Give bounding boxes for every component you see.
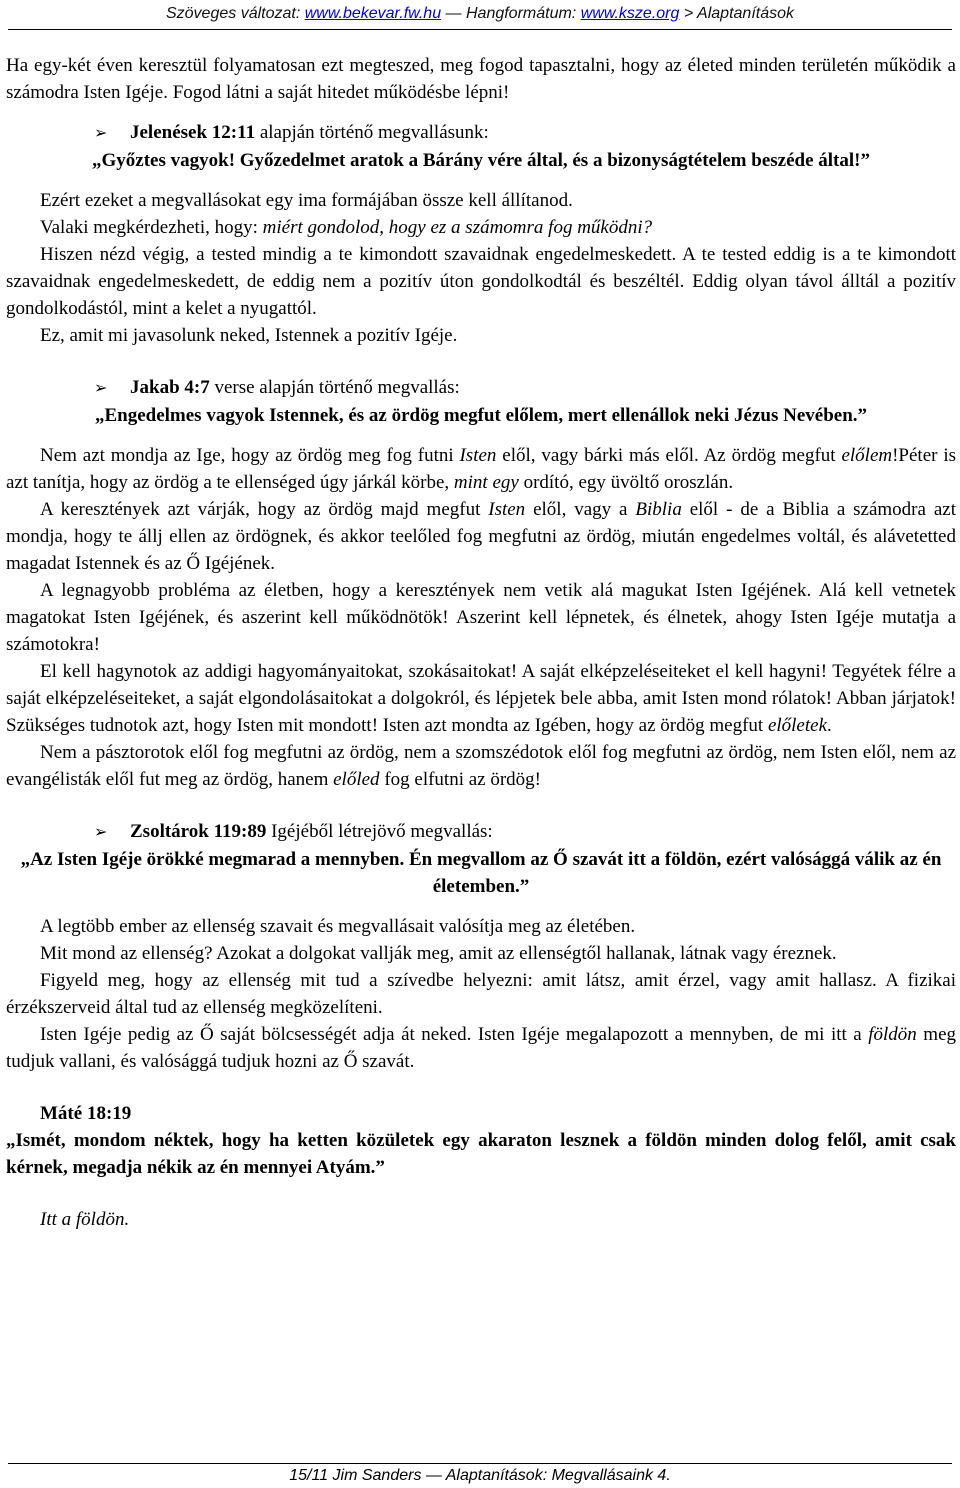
paragraph-12: Mit mond az ellenség? Azokat a dolgokat vallják meg, amit az ellenségtől hallanak, látnak vagy éreznek.	[40, 943, 837, 964]
paragraph-13: Figyeld meg, hogy az ellenség mit tud a szívedbe helyezni: amit látsz, amit érzel, vagy amit hallasz. A fizikai érzékszerveid által tud az ellenség megközelíteni.	[6, 970, 956, 1018]
confession-quote: „Győztes vagyok! Győzedelmet aratok a Bárány vére által, és a bizonyságtételem beszéde által!”	[92, 150, 870, 171]
section-intro: verse alapján történő megvallás:	[209, 377, 460, 398]
scripture-quote: „Ismét, mondom néktek, hogy ha ketten közületek egy akaraton lesznek a földön minden dolog felől, amit csak kérnek, megadja nékik az én mennyei Atyám.”	[6, 1130, 956, 1178]
paragraph-9: El kell hagynotok az addigi hagyományaitokat, szokásaitokat! A saját elképzeléseiteket el kell hagyni! Tegyétek félre a saját elképzeléseiteket, a saját elgondolásaitokat a dolgokról, és lépjetek bele abba, amit Isten mond rólatok! Abban járjatok! Szükséges tudnotok azt, hogy Isten mit mondott! Isten azt mondta az Igében, hogy az ördög megfut előletek.	[6, 661, 956, 736]
paragraph-3: Valaki megkérdezheti, hogy: miért gondolod, hogy ez a számomra fog működni?	[40, 217, 653, 238]
confession-quote: „Az Isten Igéje örökké megmarad a mennyben. Én megvallom az Ő szavát itt a földön, ezért valósággá válik az én életemben.”	[20, 849, 942, 897]
section-intro: alapján történő megvallásunk:	[255, 122, 489, 143]
bekevar-link[interactable]: www.bekevar.fw.hu	[304, 5, 442, 22]
paragraph-10: Nem a pásztorotok elől fog megfutni az ördög, nem a szomszédotok elől fog megfutni az ördög, nem Isten elől, nem az evangélisták elől fut meg az ördög, hanem előled fog elfutni az ördög!	[6, 742, 956, 790]
paragraph-11: A legtöbb ember az ellenség szavait és megvallásait valósítja meg az életében.	[40, 916, 636, 937]
paragraph-5: Ez, amit mi javasolunk neked, Istennek a pozitív Igéje.	[40, 325, 458, 346]
closing-line: Itt a földön.	[40, 1209, 130, 1230]
page-footer: 15/11 Jim Sanders — Alaptanítások: Megvallásaink 4.	[289, 1467, 671, 1484]
section-intro: Igéjéből létrejövő megvallás:	[266, 821, 493, 842]
confession-quote: „Engedelmes vagyok Istennek, és az ördög megfut előlem, mert ellenállok neki Jézus Nevében.”	[94, 405, 868, 426]
page-header	[0, 0, 960, 30]
paragraph-2: Ezért ezeket a megvallásokat egy ima formájában össze kell állítanod.	[40, 190, 573, 211]
arrow-bullet-icon: ➢	[94, 824, 108, 841]
paragraph-1: Ha egy-két éven keresztül folyamatosan ezt megteszed, meg fogod tapasztalni, hogy az életed minden területén működik a számodra Isten Igéje. Fogod látni a saját hitedet működésbe lépni!	[6, 55, 956, 103]
arrow-bullet-icon: ➢	[94, 125, 108, 142]
header-label: Szöveges változat:	[165, 5, 301, 22]
scripture-ref-matthew: Máté 18:19	[40, 1103, 132, 1124]
paragraph-4: Hiszen nézd végig, a tested mindig a te kimondott szavaidnak engedelmeskedett. A te tested eddig is a te kimondott szavaidnak engedelmeskedett, de eddig nem a pozitív úton gondolkodtál és beszéltél. Eddig olyan távol álltál a pozitív gondolkodástól, mint a kelet a nyugattól.	[6, 244, 956, 319]
ksze-link[interactable]: www.ksze.org	[580, 5, 680, 22]
footer-divider	[8, 1463, 952, 1464]
section-bullet-psalms	[6, 818, 956, 846]
paragraph-14: Isten Igéje pedig az Ő saját bölcsességét adja át neked. Isten Igéje megalapozott a mennyben, de mi itt a földön meg tudjuk vallani, és valósággá tudjuk hozni az Ő szavát.	[6, 1024, 957, 1072]
scripture-ref: Jelenések 12:11	[130, 122, 256, 143]
section-bullet-james	[6, 374, 956, 402]
paragraph-7: A keresztények azt várják, hogy az ördög majd megfut Isten elől, vagy a Biblia elől - de a Biblia a számodra azt mondja, hogy te állj ellen az ördögnek, és akkor teelőled fog megfutni az ördög, miután engedelmes voltál, és alávetetted magadat Istennek és az Ő Igéjének.	[6, 499, 956, 574]
section-bullet-revelation	[6, 119, 956, 147]
arrow-bullet-icon: ➢	[94, 380, 108, 397]
header-separator: — Hangformátum:	[441, 5, 581, 22]
header-breadcrumb: > Alaptanítások	[679, 5, 794, 22]
header-divider	[8, 29, 952, 30]
document-body	[6, 52, 956, 1233]
scripture-ref: Zsoltárok 119:89	[130, 821, 267, 842]
paragraph-8: A legnagyobb probléma az életben, hogy a keresztények nem vetik alá magukat Isten Igéjének. Alá kell vetnetek magatokat Isten Igéjének, és aszerint kell működnötök! Aszerint kell lépnetek, és élnetek, ahogy Isten Igéje mutatja a számotokra!	[6, 580, 956, 655]
paragraph-6: Nem azt mondja az Ige, hogy az ördög meg fog futni Isten elől, vagy bárki más elől. Az ördög megfut előlem!Péter is azt tanítja, hogy az ördög a te ellenséged úgy járkál körbe, mint egy ordító, egy üvöltő oroszlán.	[6, 445, 957, 493]
scripture-ref: Jakab 4:7	[130, 377, 210, 398]
